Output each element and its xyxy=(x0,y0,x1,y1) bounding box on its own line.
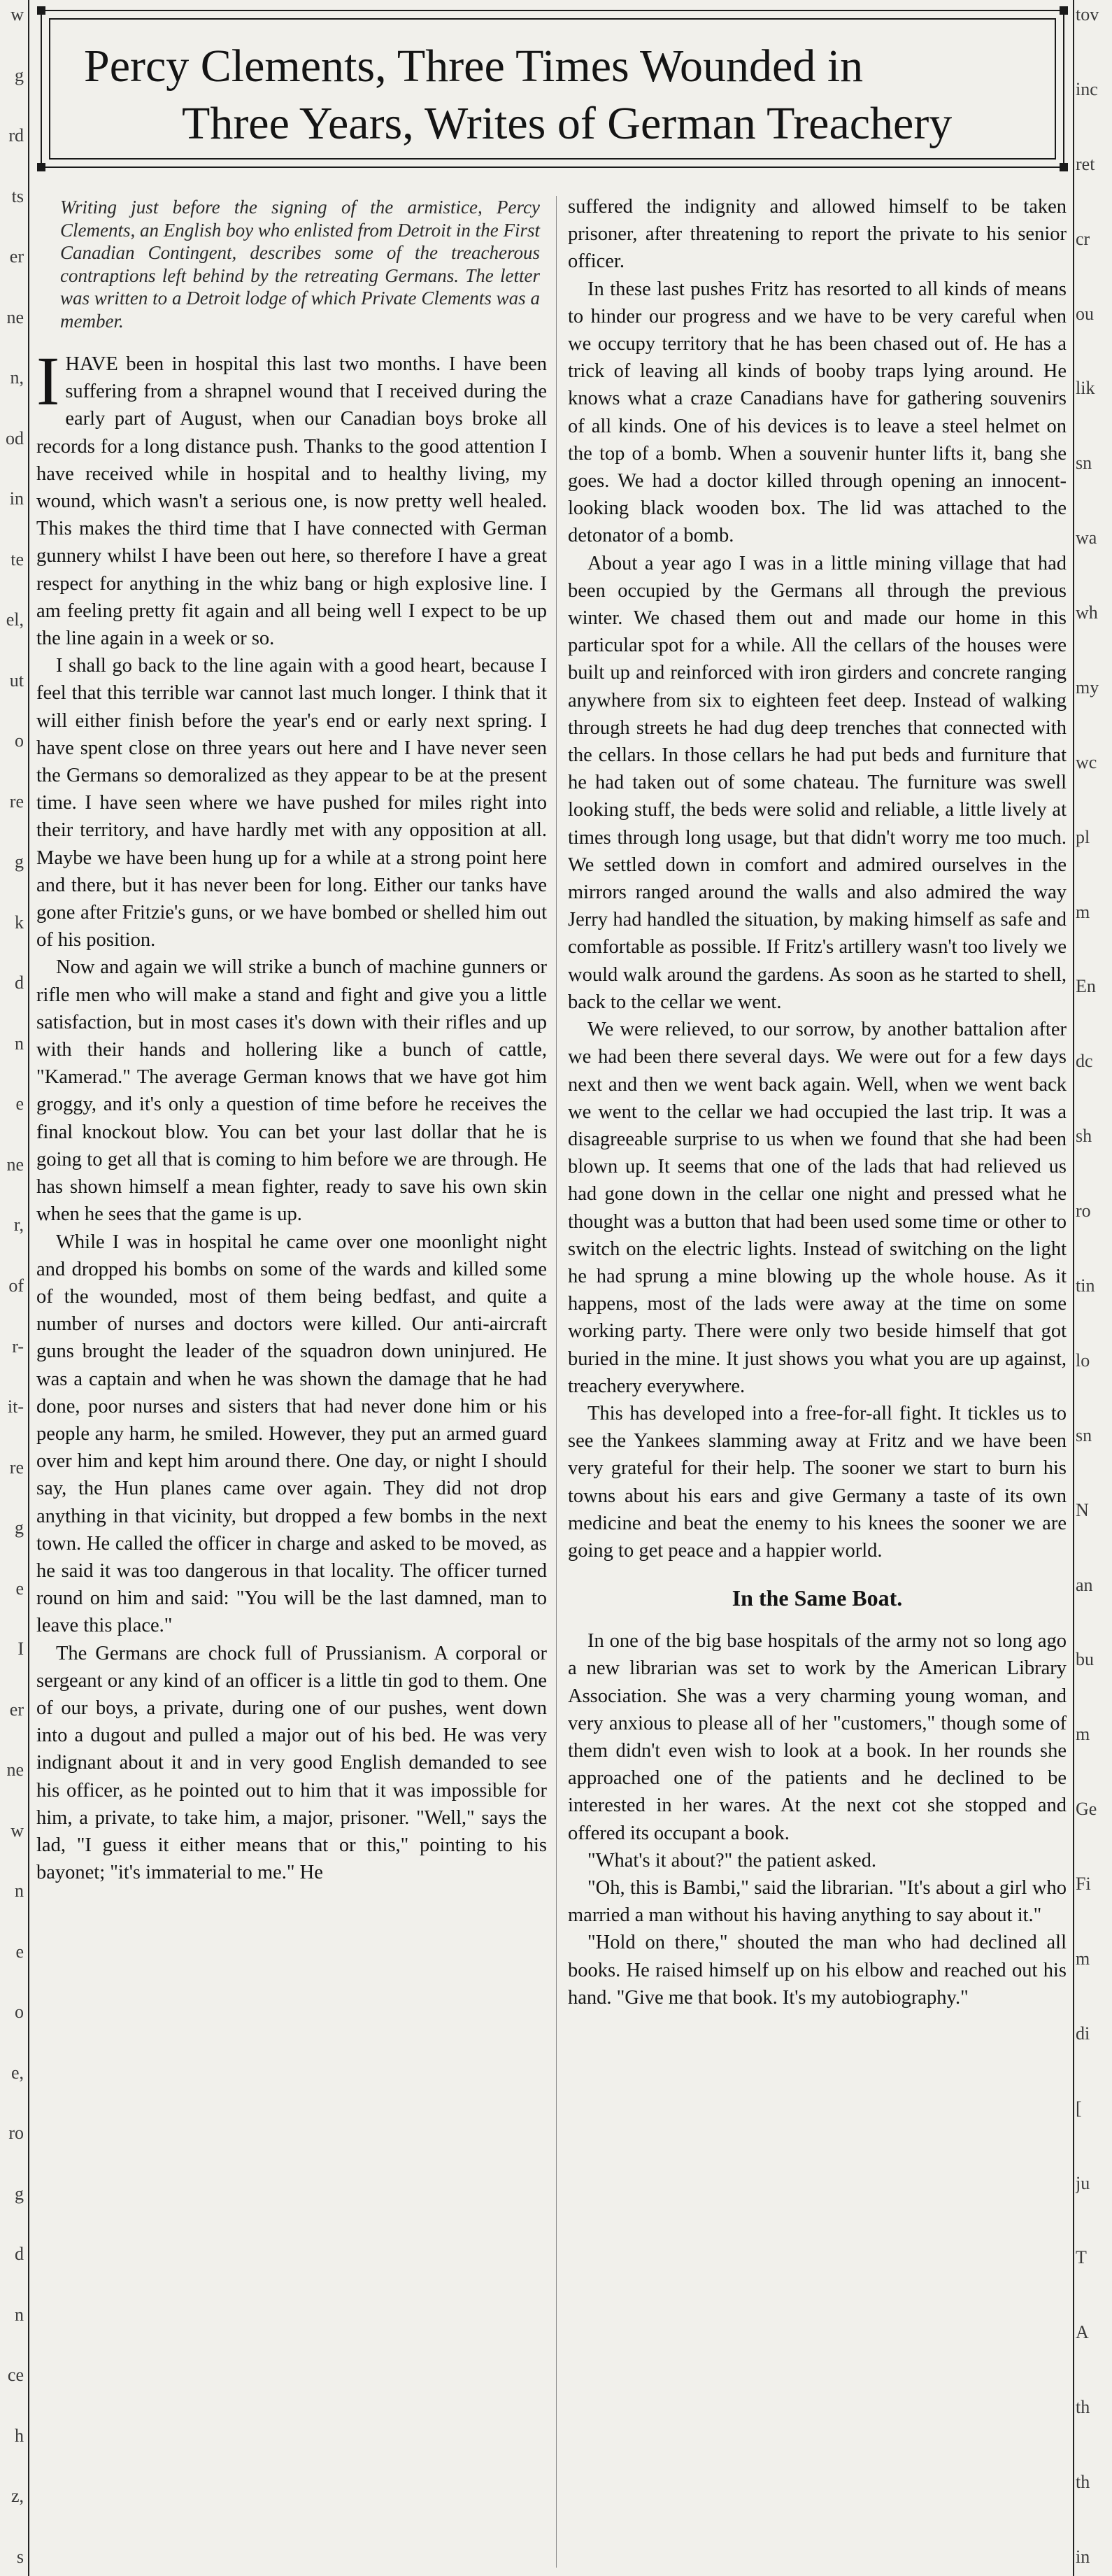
margin-fragment: m xyxy=(1076,1948,1090,1969)
margin-fragment: tov xyxy=(1076,4,1099,24)
margin-fragment: m xyxy=(1076,1724,1090,1744)
margin-fragment: ne xyxy=(6,307,24,327)
margin-fragment: in xyxy=(1076,2547,1090,2567)
margin-fragment: pl xyxy=(1076,827,1090,847)
margin-fragment: m xyxy=(1076,902,1090,922)
margin-fragment: sn xyxy=(1076,1425,1092,1445)
margin-fragment: re xyxy=(9,1457,24,1478)
article-paragraph: In these last pushes Fritz has resorted to all kinds of means to hinder our progress and we have to be very careful when we occupy territory that he has been chased out of. He has a trick of leaving all kinds of booby traps lying around. He knows what a craze Canadians have for gathering souvenirs of all kinds. One of his devices is to leave a steel helmet on the top of a bomb. When a souvenir hunter lifts it, bang she goes. We had a doctor killed through opening an innocent-looking black wooden box. The lid was attached to the detonator of a bomb. xyxy=(568,278,1067,547)
margin-fragment: n xyxy=(15,1881,24,1901)
margin-fragment: el, xyxy=(6,609,24,630)
margin-fragment: e, xyxy=(10,2062,24,2083)
margin-fragment: o xyxy=(15,2002,24,2022)
article-column-2 xyxy=(568,193,1067,2011)
margin-fragment: g xyxy=(15,1517,24,1538)
margin-fragment: ju xyxy=(1076,2173,1090,2193)
margin-fragment: s xyxy=(16,2547,24,2567)
headline-box xyxy=(41,10,1064,168)
margin-fragment: of xyxy=(8,1275,24,1296)
corner-ornament xyxy=(1060,6,1068,15)
margin-fragment: w xyxy=(10,1820,24,1841)
margin-fragment: r- xyxy=(12,1336,24,1357)
margin-fragment: h xyxy=(15,2426,24,2446)
margin-fragment: wc xyxy=(1076,752,1097,772)
margin-fragment: ut xyxy=(9,670,24,691)
margin-fragment: I xyxy=(17,1639,24,1659)
margin-fragment: sh xyxy=(1076,1126,1092,1146)
margin-fragment: n xyxy=(15,1033,24,1054)
margin-fragment: an xyxy=(1076,1575,1093,1595)
margin-fragment: T xyxy=(1076,2247,1087,2267)
corner-ornament xyxy=(37,163,45,171)
article-paragraph: While I was in hospital he came over one moonlight night and dropped his bombs on some of the wards and killed some of the wounded, most of them being bedfast, and quite a number of nurses and doctors were killed. Our anti-aircraft guns brought the leader of the squadron down uninjured. He was a captain and when he was shown the damage that he had done, poor nurses and sisters that had never done him or his people any harm, he smiled. However, they put an armed guard over him and kept him around there. One day, or night I should say, the Hun planes came over again. They did not drop anything in that vicinity, but dropped a few bombs in the next town. He called the officer in charge and asked to be moved, as he said it was too dangerous in that locality. The officer turned round on him and said: "You will be the last damned, man to leave this place." xyxy=(36,1231,547,1637)
margin-fragment: ne xyxy=(6,1154,24,1175)
margin-fragment: th xyxy=(1076,2472,1090,2492)
margin-fragment: g xyxy=(15,65,24,85)
margin-fragment: di xyxy=(1076,2023,1090,2044)
article-paragraph: I shall go back to the line again with a good heart, because I feel that this terrible war cannot last much longer. I think that it will either finish before the year's end or early next spring. I have spent close on three years out here and I have never seen the Germans so demoralized as they appear to be at the present time. I have seen where we have pushed for miles right into their territory, and have hardly met with any opposition at all. Maybe we have been hung up for a while at a strong point here and there, but it has never been for long. Either our tanks have gone after Fritzie's guns, or we have bombed or shelled him out of his position. xyxy=(36,655,547,951)
right-margin-strip xyxy=(1076,0,1112,2576)
article-paragraph: Now and again we will strike a bunch of machine gunners or rifle men who will make a stand and fight and give you a little satisfaction, but in most cases it's down with their rifles and up with their hands and hollering like a bunch of cattle, "Kamerad." The average German knows that we have got him groggy, and it's only a question of time before he receives the final knockout blow. You can bet your last dollar that he is going to get all that is coming to him before we are through. He has shown himself a mean fighter, ready to save his own skin when he sees that the game is up. xyxy=(36,956,547,1226)
margin-fragment: k xyxy=(15,912,24,933)
article-paragraph: IHAVE been in hospital this last two months. I have been suffering from a shrapnel wound that I received during the early part of August, when our Canadian boys broke all records for a long distance push. Thanks to the good attention I have received while in hospital and to healthy living, my wound, which wasn't a serious one, is now pretty well healed. This makes the third time that I have connected with German gunnery whilst I have been out here, so therefore I have a great respect for anything in the whiz bang or high explosive line. I am feeling pretty fit again and all being well I expect to be up the line again in a week or so. xyxy=(36,342,547,650)
margin-fragment: N xyxy=(1076,1500,1089,1520)
margin-fragment: er xyxy=(9,246,24,267)
margin-fragment: wa xyxy=(1076,528,1097,548)
margin-fragment: it- xyxy=(7,1396,24,1417)
margin-fragment: r, xyxy=(13,1215,24,1235)
margin-fragment: [ xyxy=(1076,2098,1082,2118)
margin-fragment: ce xyxy=(7,2365,24,2385)
margin-fragment: d xyxy=(15,2244,24,2264)
margin-fragment: ou xyxy=(1076,304,1094,324)
margin-fragment: tin xyxy=(1076,1275,1095,1296)
margin-fragment: er xyxy=(9,1699,24,1720)
sidebar-paragraph: "What's it about?" the patient asked. xyxy=(587,1849,877,1871)
headline-line-1: Percy Clements, Three Times Wounded in xyxy=(84,41,864,92)
margin-fragment: re xyxy=(9,791,24,812)
margin-fragment: e xyxy=(15,1578,24,1599)
margin-fragment: g xyxy=(15,851,24,872)
margin-fragment: A xyxy=(1076,2322,1089,2342)
margin-fragment: inc xyxy=(1076,79,1098,99)
margin-fragment: z, xyxy=(10,2486,24,2506)
margin-fragment: ne xyxy=(6,1760,24,1780)
column-divider xyxy=(556,196,557,2568)
margin-fragment: wh xyxy=(1076,602,1098,623)
margin-fragment: lo xyxy=(1076,1350,1090,1371)
margin-fragment: od xyxy=(6,428,24,448)
corner-ornament xyxy=(1060,163,1068,171)
margin-fragment: Fi xyxy=(1076,1874,1091,1894)
margin-fragment: dc xyxy=(1076,1051,1093,1071)
margin-fragment: g xyxy=(15,2184,24,2204)
margin-fragment: n, xyxy=(10,367,24,388)
article-paragraph: suffered the indignity and allowed himself to be taken prisoner, after threatening to report the private to his senior officer. xyxy=(568,196,1067,273)
headline-line-2: Three Years, Writes of German Treachery xyxy=(182,98,953,149)
margin-fragment: ro xyxy=(8,2123,24,2143)
margin-fragment: my xyxy=(1076,677,1099,698)
margin-fragment: lik xyxy=(1076,378,1095,398)
margin-fragment: bu xyxy=(1076,1649,1094,1669)
article-column-1 xyxy=(36,196,547,1886)
margin-fragment: d xyxy=(15,972,24,993)
margin-fragment: Ge xyxy=(1076,1799,1097,1819)
article-paragraph: This has developed into a free-for-all fight. It tickles us to see the Yankees slamming away at Fritz and we have been very grateful for their help. The sooner we start to burn his towns about his ears and give Germany a taste of its own medicine and beat the enemy to his knees the sooner we are going to get peace and a happier world. xyxy=(568,1402,1067,1562)
margin-fragment: rd xyxy=(8,125,24,146)
margin-fragment: ret xyxy=(1076,154,1095,174)
right-column-rule xyxy=(1073,0,1074,2576)
margin-fragment: e xyxy=(15,1094,24,1114)
margin-fragment: o xyxy=(15,730,24,751)
article-paragraph: About a year ago I was in a little mining village that had been occupied by the Germans all through the previous winter. We chased them out and made our home in this particular spot for a while. All the cellars of the houses were built up and reinforced with iron girders and concrete ranging anywhere from six to eighteen feet deep. Instead of walking through streets he had dug deep trenches that connected with the cellars. In those cellars he had put beds and furniture that he had taken out of some chateau. The furniture was swell looking stuff, the beds were solid and reliable, a little lively at times through long usage, but that didn't worry me too much. We settled down in comfort and admired ourselves in the mirrors ranged around the walls and also admired the way Jerry had handled the situation, by making himself as safe and comfortable as possible. If Fritz's artillery wasn't too lively we would walk around the gardens. As soon as he started to shell, back to the cellar we went. xyxy=(568,552,1067,1013)
margin-fragment: e xyxy=(15,1941,24,1962)
left-margin-strip xyxy=(0,0,27,2576)
left-column-rule xyxy=(28,0,29,2576)
article-intro: Writing just before the signing of the armistice, Percy Clements, an English boy who enlisted from Detroit in the First Canadian Contingent, describes some of the treacherous contraptions left behind by the retreating Germans. The letter was written to a Detroit lodge of which Private Clements was a member. xyxy=(60,197,540,332)
article-paragraph: We were relieved, to our sorrow, by another battalion after we had been there several days. We were out for a few days next and then we went back again. Well, when we went back we went to the cellar we had occupied the last trip. It was a disagreeable surprise to us when we found that she had been blown up. It seems that one of the lads that had relieved us had gone down in the cellar one night and pressed what he thought was a button that had been used some time or other to switch on the electric lights. Instead of switching on the light he had sprung a mine blowing up the whole house. As it happens, most of the lads were away at the time on some working party. There were only two beside himself that got buried in the mine. It just shows you what you are up against, treachery everywhere. xyxy=(568,1019,1067,1397)
drop-cap: I xyxy=(36,342,60,420)
margin-fragment: cr xyxy=(1076,229,1090,249)
margin-fragment: ts xyxy=(11,186,24,206)
margin-fragment: ro xyxy=(1076,1201,1091,1221)
margin-fragment: En xyxy=(1076,976,1096,996)
margin-fragment: w xyxy=(10,4,24,24)
margin-fragment: sn xyxy=(1076,453,1092,473)
margin-fragment: th xyxy=(1076,2397,1090,2417)
margin-fragment: n xyxy=(15,2305,24,2325)
sidebar-paragraph: In one of the big base hospitals of the army not so long ago a new librarian was set to work by the American Library Association. She was a very charming young woman, and very anxious to please all of her "customers," though some of them didn't even wish to look at a book. In her rounds she approached one of the patients and he declined to be interested in her wares. At the next cot she stopped and offered its occupant a book. xyxy=(568,1630,1067,1844)
corner-ornament xyxy=(37,6,45,15)
margin-fragment: in xyxy=(9,488,24,509)
sidebar-paragraph: "Oh, this is Bambi," said the librarian. "It's about a girl who married a man without his having anything to say about it." xyxy=(568,1876,1067,1927)
sidebar-paragraph: "Hold on there," shouted the man who had declined all books. He raised himself up on his elbow and reached out his hand. "Give me that book. It's my autobiography." xyxy=(568,1932,1067,2009)
article-paragraph: The Germans are chock full of Prussianism. A corporal or sergeant or any kind of an officer is a little tin god to them. One of our boys, a private, during one of our pushes, went down into a dugout and pulled a major out of his bed. He was very indignant about it and in very good English demanded to see his officer, as he pointed out to him that it was impossible for him, a private, to take him, a major, prisoner. "Well," says the lad, "I guess it either means that or this," pointing to his bayonet; "it's immaterial to me." He xyxy=(36,1642,547,1884)
sidebar-subhead: In the Same Boat. xyxy=(732,1585,903,1611)
margin-fragment: te xyxy=(10,549,24,569)
